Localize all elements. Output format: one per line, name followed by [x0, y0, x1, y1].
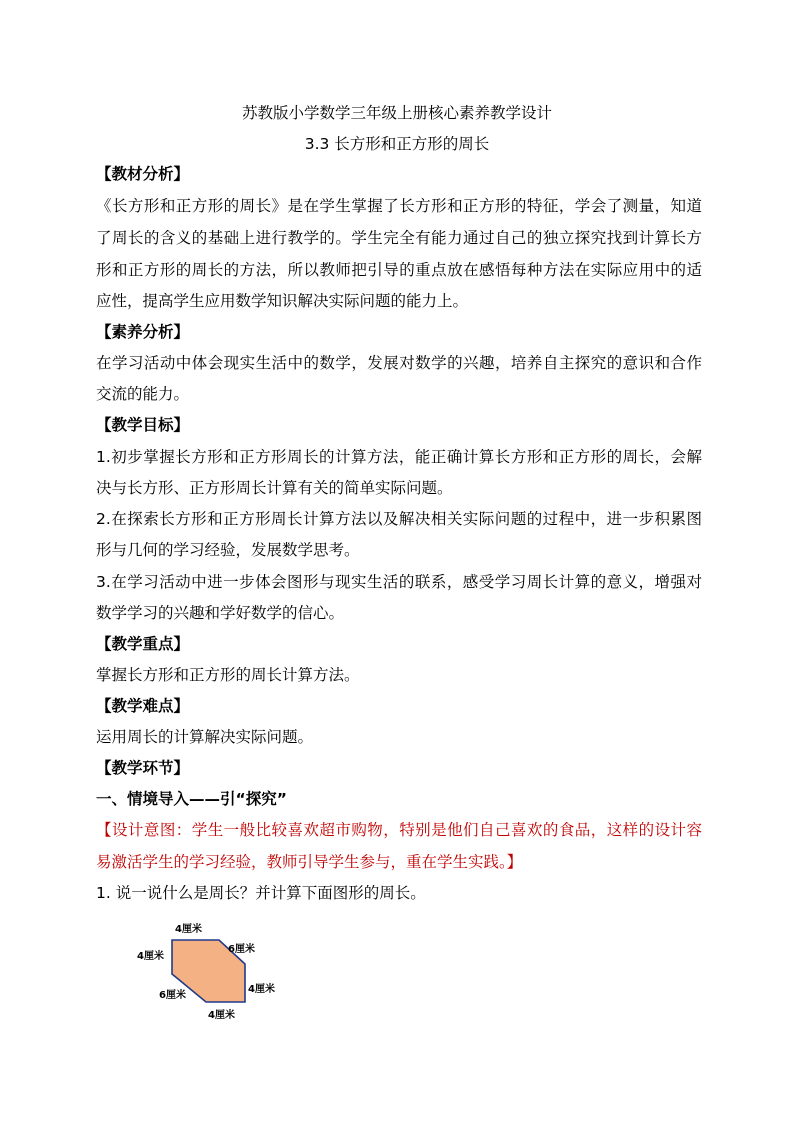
- label-bottom: 4厘米: [208, 1010, 235, 1021]
- paragraph-line: 了周长的含义的基础上进行教学的。学生完全有能力通过自己的独立探究找到计算长方: [96, 229, 702, 247]
- heading-textbook-analysis: 【教材分析】: [96, 165, 190, 183]
- goal-line: 决与长方形、正方形周长计算有关的简单实际问题。: [96, 479, 453, 497]
- heading-teaching-goals: 【教学目标】: [96, 416, 190, 434]
- question-1: 1. 说一说什么是周长？并计算下面图形的周长。: [96, 884, 426, 902]
- procedure-part-1: 一、情境导入——引“探究”: [96, 790, 287, 808]
- paragraph-line: 交流的能力。: [96, 385, 190, 403]
- goal-line: 数学学习的兴趣和学好数学的信心。: [96, 604, 345, 622]
- label-left: 4厘米: [137, 951, 164, 962]
- heading-difficulties: 【教学难点】: [96, 697, 190, 715]
- label-lower-left: 6厘米: [159, 990, 186, 1001]
- document-title: 苏教版小学数学三年级上册核心素养教学设计: [241, 104, 552, 122]
- goal-line: 1.初步掌握长方形和正方形周长的计算方法，能正确计算长方形和正方形的周长，会解: [96, 448, 702, 466]
- design-intent-line: 【设计意图：学生一般比较喜欢超市购物，特别是他们自己喜欢的食品，这样的设计容: [96, 821, 702, 839]
- heading-literacy-analysis: 【素养分析】: [96, 323, 190, 341]
- label-top: 4厘米: [175, 924, 202, 935]
- goal-line: 3.在学习活动中进一步体会图形与现实生活的联系，感受学习周长计算的意义，增强对: [96, 573, 702, 591]
- goal-line: 2.在探索长方形和正方形周长计算方法以及解决相关实际问题的过程中，进一步积累图: [96, 510, 702, 528]
- paragraph-line: 在学习活动中体会现实生活中的数学，发展对数学的兴趣，培养自主探究的意识和合作: [96, 354, 702, 372]
- heading-key-points: 【教学重点】: [96, 635, 190, 653]
- paragraph-line: 形和正方形的周长的方法，所以教师把引导的重点放在感悟每种方法在实际应用中的适: [96, 261, 702, 279]
- paragraph-line: 《长方形和正方形的周长》是在学生掌握了长方形和正方形的特征，学会了测量，知道: [96, 197, 702, 215]
- paragraph-line: 掌握长方形和正方形的周长计算方法。: [96, 666, 360, 684]
- paragraph-line: 运用周长的计算解决实际问题。: [96, 728, 314, 746]
- goal-line: 形与几何的学习经验，发展数学思考。: [96, 541, 360, 559]
- label-upper-right: 6厘米: [228, 944, 255, 955]
- heading-procedure: 【教学环节】: [96, 759, 190, 777]
- paragraph-line: 应性，提高学生应用数学知识解决实际问题的能力上。: [96, 292, 469, 310]
- design-intent-line: 易激活学生的学习经验，教师引导学生参与，重在学生实践。】: [96, 853, 523, 871]
- document-subtitle: 3.3 长方形和正方形的周长: [304, 135, 490, 153]
- label-right: 4厘米: [248, 984, 275, 995]
- octagon-figure: [134, 918, 284, 1022]
